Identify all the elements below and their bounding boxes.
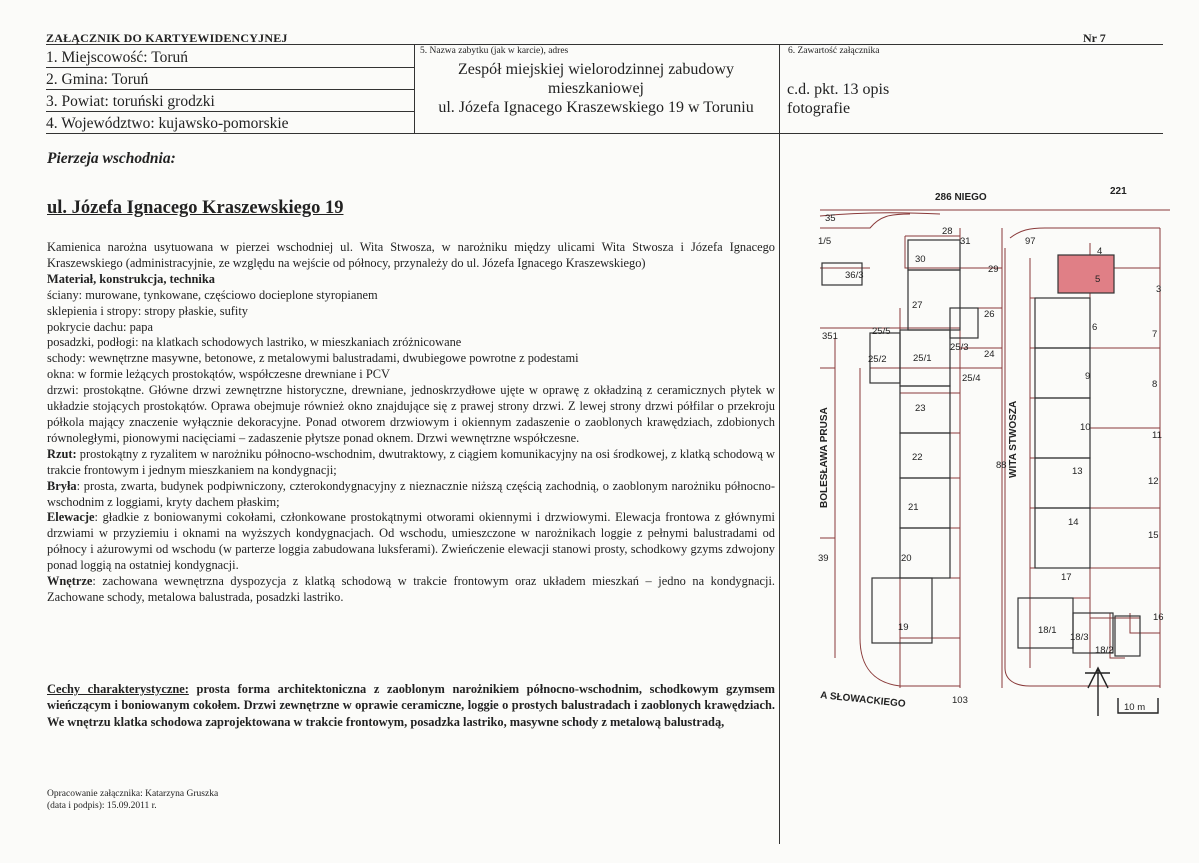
header-bottom-rule xyxy=(46,133,1163,134)
description xyxy=(47,240,775,606)
parcel-number: 14 xyxy=(1068,517,1079,528)
address-heading: ul. Józefa Ignacego Kraszewskiego 19 xyxy=(47,198,344,218)
footer xyxy=(47,788,218,812)
building-outline xyxy=(1035,298,1090,348)
attachment-title: ZAŁĄCZNIK DO KARTYEWIDENCYJNEJ xyxy=(46,31,288,45)
parcel-number: 351 xyxy=(822,331,838,342)
parcel-number: 25/4 xyxy=(962,373,981,384)
north-arrow-icon xyxy=(1085,668,1110,716)
parcel-number: 35 xyxy=(825,213,836,224)
parcel-number: 18/3 xyxy=(1070,632,1089,643)
header-rule xyxy=(46,44,1163,45)
field-municipality: 2. Gmina: Toruń xyxy=(46,71,149,88)
parcel-number: 39 xyxy=(818,553,829,564)
attachment-number: Nr 7 xyxy=(1083,31,1106,45)
scale-label: 10 m xyxy=(1124,702,1146,713)
wnetrze-paragraph xyxy=(47,574,775,606)
street-label-middle: WITA STWOSZA xyxy=(1008,400,1019,478)
building-outline xyxy=(1035,508,1090,568)
parcel-number: 4 xyxy=(1097,246,1103,257)
building-outline xyxy=(872,578,932,643)
field-divider xyxy=(46,67,414,68)
building-outline xyxy=(1018,598,1073,648)
parcel-number: 26 xyxy=(984,309,995,320)
monument-name-label: 5. Nazwa zabytku (jak w karcie), adres xyxy=(420,46,569,56)
field-divider xyxy=(46,89,414,90)
parcel-number: 15 xyxy=(1148,530,1159,541)
parcel-number: 5 xyxy=(1095,274,1101,285)
parcel-number: 25/5 xyxy=(872,326,891,337)
intro-paragraph: Kamienica narożna usytuowana w pierzei wschodniej ul. Wita Stwosza, w narożniku między ulicami Wita Stwosza i Józefa Ignacego Kraszewskiego (administracyjnie, ze względu na wejście od północy, przynależy do ul. Józefa Ignacego Kraszewskiego) xyxy=(47,240,775,270)
field-divider xyxy=(46,111,414,112)
parcel-number: 29 xyxy=(988,264,999,275)
building-outline xyxy=(950,308,978,338)
wnetrze-text: : zachowana wewnętrzna dyspozycja z klatką schodową w trakcie frontowym oraz układem mieszkań – jedno na kondygnacji. Zachowane schody, metalowa balustrada, posadzki lastriko. xyxy=(47,574,775,604)
building-outline xyxy=(1115,616,1140,656)
material-line: okna: w formie leżących prostokątów, współczesne drewniane i PCV xyxy=(47,367,390,382)
street-label-north-right: 221 xyxy=(1110,186,1127,197)
highlighted-parcel xyxy=(1058,255,1114,293)
parcel-number: 8 xyxy=(1152,379,1158,390)
parcel-number: 23 xyxy=(915,403,926,414)
material-line: posadzki, podłogi: na klatkach schodowych lastriko, w mieszkaniach zróżnicowane xyxy=(47,335,462,350)
parcel-number: 9 xyxy=(1085,371,1091,382)
material-line: drzwi: prostokątne. Główne drzwi zewnętrzne historyczne, drewniane, jednoskrzydłowe ujęte w oprawę z okładziną z ceramicznych płytek w układzie stojących prostokątów. Oprawa obejmuje również okno znajdujące się z prawej strony drzwi. Z lewej strony drzwi półfilar o przekroju półkola mający znaczenie wyłącznie dekoracyjne. Ponad otworem drzwiowym i okiennym zadaszenie o zaoblonych krawędziach, zdobionych równoległymi, pionowymi nacięciami – zadaszenie płytsze ponad oknem. Drzwi wewnętrzne współczesne. xyxy=(47,383,775,445)
monument-address-line: ul. Józefa Ignacego Kraszewskiego 19 w Toruniu xyxy=(438,99,754,116)
parcel-number: 25/3 xyxy=(950,342,969,353)
parcel-number: 6 xyxy=(1092,322,1098,333)
footer-date: (data i podpis): 15.09.2011 r. xyxy=(47,801,157,811)
column-divider xyxy=(414,44,415,133)
field-county: 3. Powiat: toruński grodzki xyxy=(46,93,215,110)
material-line: pokrycie dachu: papa xyxy=(47,319,153,334)
parcel-number: 24 xyxy=(984,349,995,360)
monument-name xyxy=(416,60,776,117)
parcel-number: 25/2 xyxy=(868,354,887,365)
bryla-paragraph xyxy=(47,479,775,511)
parcel-number: 19 xyxy=(898,622,909,633)
bryla-label: Bryła xyxy=(47,478,77,493)
contents-label: 6. Zawartość załącznika xyxy=(788,46,880,56)
parcel-number: 7 xyxy=(1152,329,1158,340)
rzut-paragraph xyxy=(47,447,775,479)
elewacje-text: : gładkie z boniowanymi cokołami, członkowane prostokątnymi otworami okiennymi i drzwiowymi. Elewacja frontowa z głównymi drzwiami w przyziemiu i oknami na wyższych kondygnacjach. Od wschodu, umieszczone w narożnikach loggie z pełnymi balustradami od północy i ażurowymi od wschodu (w parterze loggia zabudowana luksferami). Zwieńczenie elewacji stanowi prosty, schodkowy gzyms zdwojony ponad loggią na ostatniej kondygnacji. xyxy=(47,510,775,573)
parcel-number: 22 xyxy=(912,452,923,463)
parcel-number: 25/1 xyxy=(913,353,932,364)
monument-name-line: Zespół miejskiej wielorodzinnej zabudowy xyxy=(458,61,734,78)
cadastral-map xyxy=(780,168,1170,728)
map-line xyxy=(1090,268,1160,568)
material-heading: Materiał, konstrukcja, technika xyxy=(47,271,215,286)
characteristics-text: prosta forma architektoniczna z zaoblonym narożnikiem północno-wschodnim, schodkowym gzymsem wieńczącym i boniowanym cokołem. Drzwi zewnętrzne w oprawie ceramiczne, loggie o prostych balustradach i zaoblonych krawędziach. We wnętrzu klatka schodowa zaprojektowana w trakcie frontowym, posadzka lastriko, masywne schody z metalową balustradą, xyxy=(47,682,775,729)
contents xyxy=(787,80,889,118)
parcel-number: 20 xyxy=(901,553,912,564)
parcel-number: 30 xyxy=(915,254,926,265)
wnetrze-label: Wnętrze xyxy=(47,574,93,589)
elewacje-paragraph xyxy=(47,510,775,574)
contents-line: fotografie xyxy=(787,100,851,117)
street-label-west: BOLESŁAWA PRUSA xyxy=(819,407,830,508)
material-line: ściany: murowane, tynkowane, częściowo docieplone styropianem xyxy=(47,287,378,302)
parcel-number: 17 xyxy=(1061,572,1072,583)
rzut-text: prostokątny z ryzalitem w narożniku północno-wschodnim, dwutraktowy, z ciągiem komunikacyjny na osi środkowej, z klatką schodową w trakcie frontowym i jednym mieszkaniem na kondygnacji; xyxy=(47,446,775,477)
elewacje-label: Elewacje xyxy=(47,510,95,525)
parcel-number: 28 xyxy=(942,226,953,237)
bryla-text: : prosta, zwarta, budynek podpiwniczony, czterokondygnacyjny z nieznacznie niższą częścią zachodnią, o zaoblonym narożniku północno-wschodnim z loggiami, kryty dachem płaskim; xyxy=(47,478,775,509)
section-heading: Pierzeja wschodnia: xyxy=(47,150,176,167)
parcel-number: 12 xyxy=(1148,476,1159,487)
characteristics-label: Cechy charakterystyczne: xyxy=(47,682,189,696)
parcel-number: 31 xyxy=(960,236,971,247)
characteristics-paragraph xyxy=(47,681,775,730)
scale-bar xyxy=(1118,698,1158,713)
building-outline xyxy=(1035,348,1090,398)
monument-name-line: mieszkaniowej xyxy=(548,80,644,97)
parcel-number: 10 xyxy=(1080,422,1091,433)
map-line xyxy=(820,213,940,216)
rzut-label: Rzut: xyxy=(47,446,77,461)
parcel-number: 21 xyxy=(908,502,919,513)
map-line xyxy=(905,236,960,268)
material-line: schody: wewnętrzne masywne, betonowe, z metalowymi balustradami, dwubiegowe powrotne z podestami xyxy=(47,351,579,366)
parcel-number: 13 xyxy=(1072,466,1083,477)
field-locality: 1. Miejscowość: Toruń xyxy=(46,49,188,66)
parcel-number: 18/1 xyxy=(1038,625,1057,636)
parcel-number: 1/5 xyxy=(818,236,832,247)
contents-line: c.d. pkt. 13 opis xyxy=(787,81,890,98)
material-line: sklepienia i stropy: stropy płaskie, sufity xyxy=(47,303,248,318)
building-outline xyxy=(900,433,950,478)
street-number-south: 103 xyxy=(952,695,968,706)
street-label-south: A SŁOWACKIEGO xyxy=(819,690,907,710)
parcel-number: 36/3 xyxy=(845,270,864,281)
parcel-number: 3 xyxy=(1156,284,1162,295)
parcel-number: 27 xyxy=(912,300,923,311)
field-voivodeship: 4. Województwo: kujawsko-pomorskie xyxy=(46,115,289,132)
parcel-number: 97 xyxy=(1025,236,1036,247)
footer-author: Opracowanie załącznika: Katarzyna Gruszka xyxy=(47,789,219,799)
parcel-number: 11 xyxy=(1152,430,1162,441)
parcel-number: 88 xyxy=(996,460,1007,471)
street-label-north: 286 NIEGO xyxy=(935,192,987,203)
parcel-number: 18/2 xyxy=(1095,645,1114,656)
parcel-number: 16 xyxy=(1153,612,1164,623)
